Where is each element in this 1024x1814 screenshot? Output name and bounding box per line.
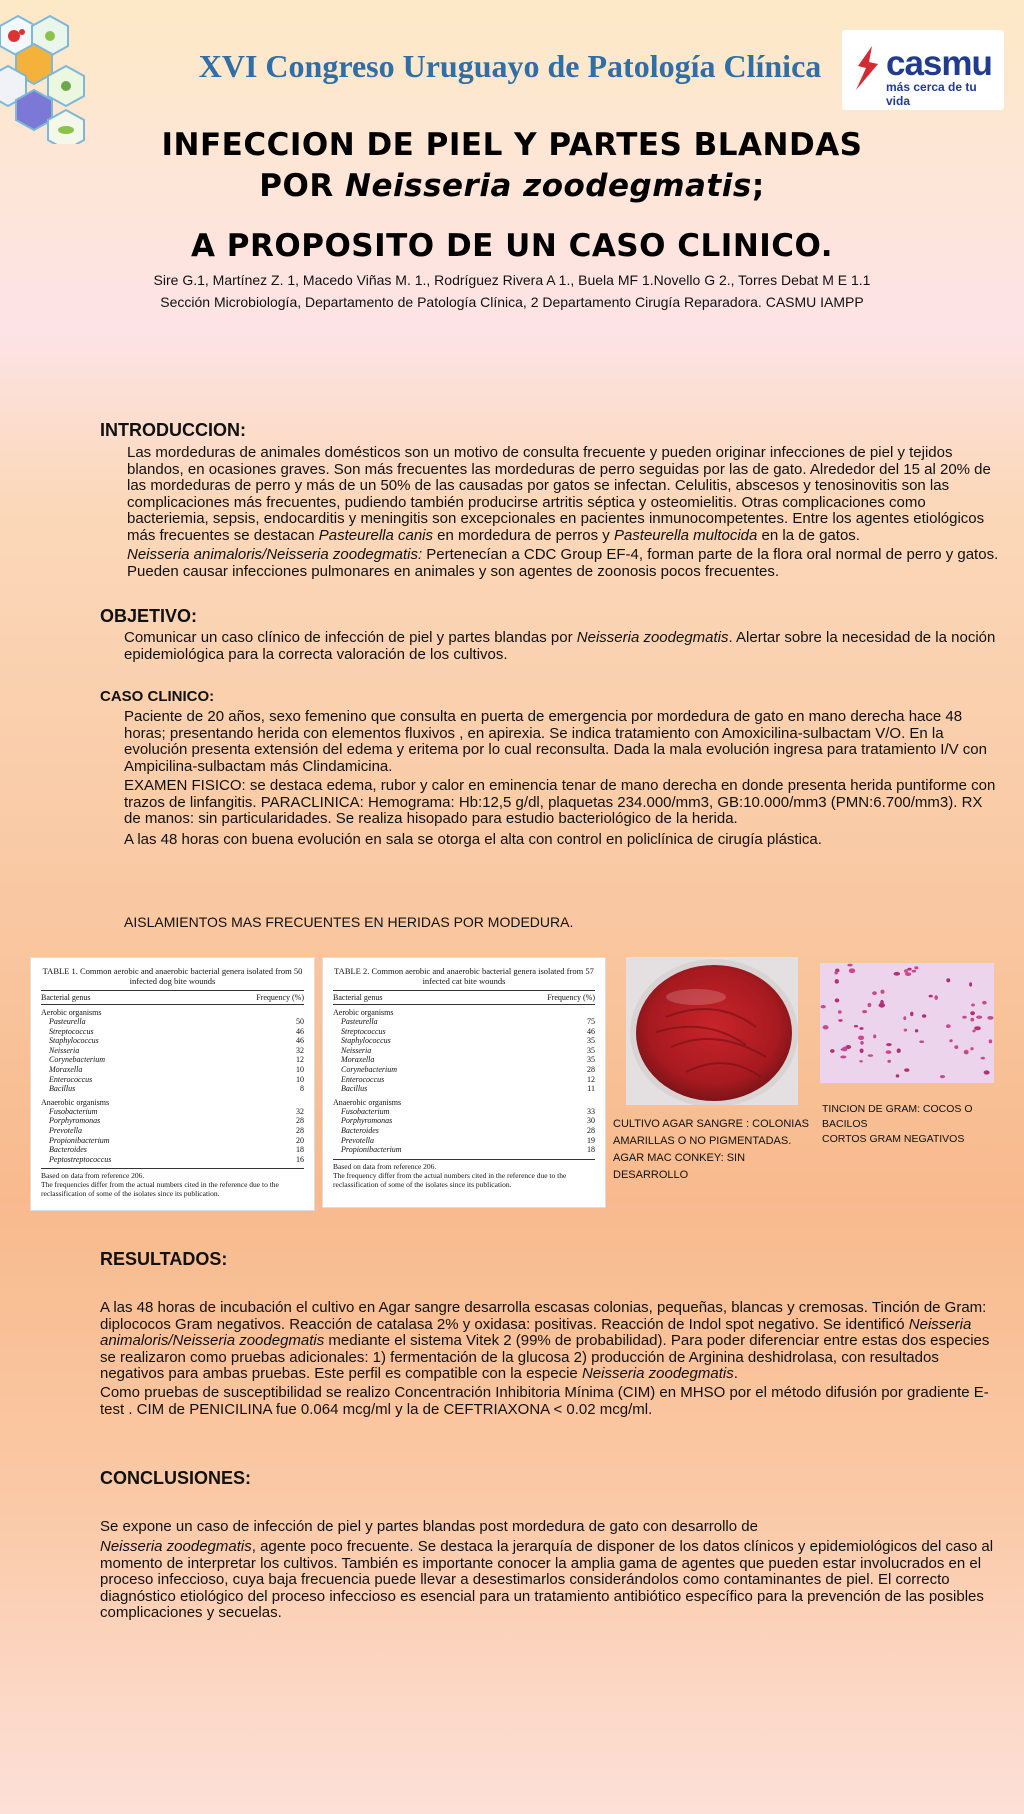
gram-stain-photo bbox=[820, 963, 994, 1083]
table-row: Propionibacterium 20 bbox=[49, 1135, 304, 1145]
title-line-2: POR Neisseria zoodegmatis; bbox=[259, 168, 765, 204]
table-row: Neisseria 32 bbox=[49, 1045, 304, 1055]
caso-paragraph-2: EXAMEN FISICO: se destaca edema, rubor y calor en eminencia tenar de mano derecha en donde presenta herida puntiforme con trazos de linfangitis. PARACLINICA: Hemograma: Hb:12,5 g/dl, plaquetas 234.000/mm3, GB:10.000/mm3 (PMN:6.700/mm3). RX de manos: sin particularidades. Se realiza hisopado para estudio bacteriológico de la herida. bbox=[124, 777, 996, 827]
gram-cell bbox=[838, 1019, 842, 1021]
table-row: Fusobacterium 33 bbox=[341, 1106, 595, 1116]
gram-cell bbox=[854, 1025, 858, 1027]
gram-cell bbox=[847, 964, 852, 967]
casmu-logo-mark bbox=[852, 44, 882, 94]
gram-cell bbox=[840, 1056, 846, 1059]
title-line-3: A PROPOSITO DE UN CASO CLINICO. bbox=[191, 228, 833, 264]
gram-cell bbox=[987, 1016, 993, 1020]
table-dog-bites bbox=[30, 957, 315, 1211]
gram-cell bbox=[881, 990, 885, 994]
table-row: Fusobacterium 32 bbox=[49, 1106, 304, 1116]
gram-cell bbox=[970, 1047, 973, 1050]
gram-cell bbox=[887, 1060, 891, 1063]
gram-cell bbox=[886, 1050, 892, 1054]
table-row: Bacillus 11 bbox=[341, 1084, 595, 1094]
gram-cell bbox=[879, 1003, 886, 1007]
caso-paragraph-3: A las 48 horas con buena evolución en sala se otorga el alta con control en policlínica de cirugía plástica. bbox=[124, 831, 822, 848]
gram-cell bbox=[862, 1010, 867, 1013]
resultados-paragraph-1: A las 48 horas de incubación el cultivo en Agar sangre desarrolla escasas colonias, pequeñas, blancas y cremosas. Tinción de Gram: diplococos Gram negativos. Reacción de catalasa 2% y oxidasa: positivas. Reacción de Indol spot negativo. Se identificó Neisseria animaloris/Neisseria zoodegmatis mediante el sistema Vitek 2 (99% de probabilidad). Para poder diferenciar entre estas dos especies se realizaron como pruebas adicionales: 1) fermentación de la glucosa 2) producción de Arginina deshidrolasa, con resultados negativos para ambas pruebas. Este perfil es compatible con la especie Neisseria zoodegmatis. bbox=[100, 1299, 990, 1382]
resultados-paragraph-2: Como pruebas de susceptibilidad se realizo Concentración Inhibitoria Mínima (CIM) en MHSO por el método difusión por gradiente E-test . CIM de PENICILINA fue 0.064 mcg/ml y la de CEFTRIAXONA < 0.02 mcg/ml. bbox=[100, 1384, 989, 1418]
gram-cell bbox=[984, 1070, 990, 1074]
table-row: Propionibacterium 18 bbox=[341, 1145, 595, 1155]
table-row: Staphylococcus 46 bbox=[49, 1036, 304, 1046]
casmu-logo-word: casmu bbox=[886, 44, 992, 83]
table-row: Enterococcus 10 bbox=[49, 1074, 304, 1084]
gram-cell bbox=[907, 968, 911, 971]
gram-cell bbox=[894, 972, 901, 976]
table-section-label: Aerobic organisms bbox=[41, 1008, 102, 1017]
table-footnotes: Based on data from reference 206. The frequency differ from the actual numbers cited in the reference due to the reclassification of some of the isolates since its publication. bbox=[333, 1159, 595, 1189]
table-header: Bacterial genus Frequency (%) bbox=[41, 990, 304, 1005]
gram-cell bbox=[954, 1045, 958, 1049]
gram-cell bbox=[904, 969, 908, 973]
title-species: Neisseria zoodegmatis bbox=[345, 168, 752, 204]
table-row: Prevotella 19 bbox=[341, 1135, 595, 1145]
objetivo-heading: OBJETIVO: bbox=[100, 606, 198, 626]
gram-cell bbox=[872, 991, 877, 995]
table-row: Peptostreptococcus 16 bbox=[49, 1154, 304, 1164]
casmu-logo-tagline: más cerca de tu vida bbox=[886, 80, 977, 108]
gram-cell bbox=[976, 1016, 982, 1019]
intro-heading: INTRODUCCION: bbox=[100, 420, 246, 440]
table-cat-bites bbox=[322, 957, 606, 1208]
table-row: Corynebacterium 12 bbox=[49, 1055, 304, 1065]
gram-cell bbox=[834, 971, 838, 974]
gram-cell bbox=[949, 1039, 952, 1042]
gram-cell bbox=[835, 979, 839, 984]
table-row: Bacteroides 18 bbox=[49, 1145, 304, 1155]
table-row: Pasteurella 75 bbox=[341, 1017, 595, 1026]
table-section-label: Anaerobic organisms bbox=[333, 1097, 402, 1107]
gram-cell bbox=[859, 1060, 863, 1062]
gram-cell bbox=[969, 982, 972, 986]
gram-cell bbox=[858, 1036, 864, 1041]
table-row: Enterococcus 12 bbox=[341, 1074, 595, 1084]
conclusiones-line-1: Se expone un caso de infección de piel y partes blandas post mordedura de gato con desarrollo de bbox=[100, 1518, 758, 1535]
gram-cell bbox=[823, 1025, 829, 1029]
table-section-label: Aerobic organisms bbox=[333, 1008, 394, 1017]
gram-cell bbox=[934, 995, 938, 1000]
gram-cell bbox=[896, 1074, 900, 1077]
gram-cell bbox=[904, 1029, 907, 1032]
conclusiones-heading: CONCLUSIONES: bbox=[100, 1468, 252, 1488]
gram-cell bbox=[860, 1041, 864, 1045]
table-row: Neisseria 35 bbox=[341, 1045, 595, 1055]
table-row: Bacteroides 28 bbox=[341, 1125, 595, 1135]
table-footnotes: Based on data from reference 206. The frequencies differ from the actual numbers cited in the reference due to the reclassification of some of the isolates since its publication. bbox=[41, 1168, 304, 1198]
gram-cell bbox=[922, 1014, 926, 1018]
gram-cell bbox=[910, 1012, 913, 1017]
table-aerobic-rows bbox=[41, 1017, 304, 1094]
table-row: Staphylococcus 35 bbox=[341, 1036, 595, 1046]
table-header: Bacterial genus Frequency (%) bbox=[333, 990, 595, 1005]
authors: Sire G.1, Martínez Z. 1, Macedo Viñas M. 1., Rodríguez Rivera A 1., Buela MF 1.Novello G 2., Torres Debat M E 1.1 bbox=[153, 272, 871, 288]
gram-cell bbox=[940, 1075, 945, 1078]
table-row: Moraxella 10 bbox=[49, 1064, 304, 1074]
gram-cell bbox=[873, 1034, 876, 1038]
gram-cell bbox=[982, 1001, 987, 1005]
gram-cell bbox=[970, 1011, 975, 1015]
title-line-1: INFECCION DE PIEL Y PARTES BLANDAS bbox=[161, 127, 863, 163]
gram-cell bbox=[946, 978, 950, 982]
table-anaerobic-rows bbox=[41, 1107, 304, 1165]
intro-paragraph-1: Las mordeduras de animales domésticos son un motivo de consulta frecuente y pueden originar infecciones de piel y tejidos blandos, en ocasiones graves. Son más frecuentes las mordeduras de perro seguidas por las de gato. Alrededor del 15 al 20% de las mordeduras de perro y más de un 50% de las causadas por gatos se infectan. Celulitis, abscesos y tenosinovitis son las complicaciones más frecuentes, pudiendo también producirse artritis séptica y osteomielitis. Otras complicaciones como bacteriemia, sepsis, endocarditis y meningitis son excepcionales en pacientes inmunocompetentes. Entre los agentes etiológicos más frecuentes se destacan Pasteurella canis en mordedura de perros y Pasteurella multocida en la de gatos. bbox=[127, 444, 991, 544]
table-caption: TABLE 2. Common aerobic and anaerobic bacterial genera isolated from 57 infected cat bite wounds bbox=[334, 966, 594, 986]
caso-paragraph-1: Paciente de 20 años, sexo femenino que consulta en puerta de emergencia por mordedura de gato en mano derecha hace 48 horas; presentando herida con elementos fluxivos , en apirexia. Se indica tratamiento con Amoxicilina-sulbactam V/O. En la evolución presenta extensión del edema y eritema por lo cual reconsulta. Dada la mala evolución ingresa para tratamiento I/V con Ampicilina-sulbactam más Clindamicina. bbox=[124, 708, 987, 775]
table-row: Porphyromonas 30 bbox=[341, 1116, 595, 1126]
gram-cell bbox=[868, 1054, 873, 1057]
hexagon-decoration bbox=[0, 14, 90, 144]
gram-cell bbox=[964, 1050, 969, 1055]
gram-cell bbox=[903, 1016, 906, 1020]
gram-cell bbox=[849, 968, 855, 973]
gram-cell bbox=[914, 966, 918, 969]
table-anaerobic-rows bbox=[333, 1107, 595, 1155]
gram-cell bbox=[897, 1048, 901, 1053]
gram-cell bbox=[970, 1018, 974, 1022]
gram-cell bbox=[860, 1049, 864, 1054]
gram-cell bbox=[821, 1005, 826, 1008]
table-row: Corynebacterium 28 bbox=[341, 1064, 595, 1074]
gram-cell bbox=[915, 1029, 918, 1032]
blood-agar-photo bbox=[626, 957, 798, 1105]
gram-cell bbox=[989, 1039, 993, 1043]
affiliation: Sección Microbiología, Departamento de Patología Clínica, 2 Departamento Cirugía Reparadora. CASMU IAMPP bbox=[160, 294, 864, 310]
objetivo-paragraph: Comunicar un caso clínico de infección de piel y partes blandas por Neisseria zoodegmatis. Alertar sobre la necesidad de la noción epidemiológica para la correcta valoración de los cultivos. bbox=[124, 629, 996, 663]
gram-cell bbox=[929, 995, 933, 998]
table-row: Pasteurella 50 bbox=[49, 1017, 304, 1026]
gram-caption: TINCION DE GRAM: COCOS O BACILOS CORTOS GRAM NEGATIVOS bbox=[822, 1103, 973, 1145]
gram-cell bbox=[974, 1026, 981, 1030]
casmu-logo bbox=[842, 30, 1004, 110]
congress-name: XVI Congreso Uruguayo de Patología Clínica bbox=[198, 48, 822, 84]
gram-cell bbox=[835, 998, 840, 1002]
table-row: Streptococcus 46 bbox=[341, 1026, 595, 1036]
gram-cell bbox=[912, 970, 917, 973]
table-aerobic-rows bbox=[333, 1017, 595, 1094]
gram-cell bbox=[919, 1040, 924, 1043]
table-row: Streptococcus 46 bbox=[49, 1026, 304, 1036]
intro-paragraph-2: Neisseria animaloris/Neisseria zoodegmatis: Pertenecían a CDC Group EF-4, forman parte de la flora oral normal de perro y gatos. Pueden causar infecciones pulmonares en animales y son agentes de zoonosis pocos frecuentes. bbox=[127, 546, 999, 580]
table-row: Bacillus 8 bbox=[49, 1084, 304, 1094]
gram-cell bbox=[972, 1030, 975, 1033]
gram-cell bbox=[842, 1047, 847, 1052]
table-row: Prevotella 28 bbox=[49, 1125, 304, 1135]
table-row: Moraxella 35 bbox=[341, 1055, 595, 1065]
gram-cell bbox=[868, 1003, 872, 1007]
gram-cell bbox=[904, 1068, 909, 1072]
gram-cell bbox=[859, 1027, 863, 1030]
caso-heading: CASO CLINICO: bbox=[100, 688, 215, 705]
gram-cell bbox=[886, 1043, 892, 1046]
gram-cell bbox=[971, 1004, 975, 1007]
cultivo-caption: CULTIVO AGAR SANGRE : COLONIAS AMARILLAS O NO PIGMENTADAS. AGAR MAC CONKEY: SIN DESARROLLO bbox=[613, 1118, 810, 1181]
gram-cell bbox=[838, 1010, 842, 1013]
gram-cell bbox=[981, 1057, 985, 1060]
gram-cell bbox=[946, 1024, 951, 1028]
table-row: Porphyromonas 28 bbox=[49, 1116, 304, 1126]
table-caption: TABLE 1. Common aerobic and anaerobic bacterial genera isolated from 50 infected dog bite wounds bbox=[42, 966, 303, 986]
resultados-heading: RESULTADOS: bbox=[100, 1249, 228, 1269]
aislamientos-label: AISLAMIENTOS MAS FRECUENTES EN HERIDAS POR MODEDURA. bbox=[124, 914, 574, 930]
conclusiones-paragraph: Neisseria zoodegmatis, agente poco frecuente. Se destaca la jerarquía de disponer de los datos clínicos y epidemiológicos del caso al momento de interpretar los cultivos. También es importante conocer la amplia gama de agentes que pueden estar involucrados en el proceso infeccioso, cuya baja frecuencia puede llevar a desestimarlos considerándolos como contaminantes de piel. El correcto diagnóstico etiológico del proceso infeccioso es esencial para un tratamiento antibiótico específico para la prevención de las posibles complicaciones y secuelas. bbox=[100, 1538, 994, 1621]
gram-cell bbox=[830, 1049, 835, 1053]
table-section-label: Anaerobic organisms bbox=[41, 1097, 110, 1107]
gram-cell bbox=[962, 1016, 967, 1019]
